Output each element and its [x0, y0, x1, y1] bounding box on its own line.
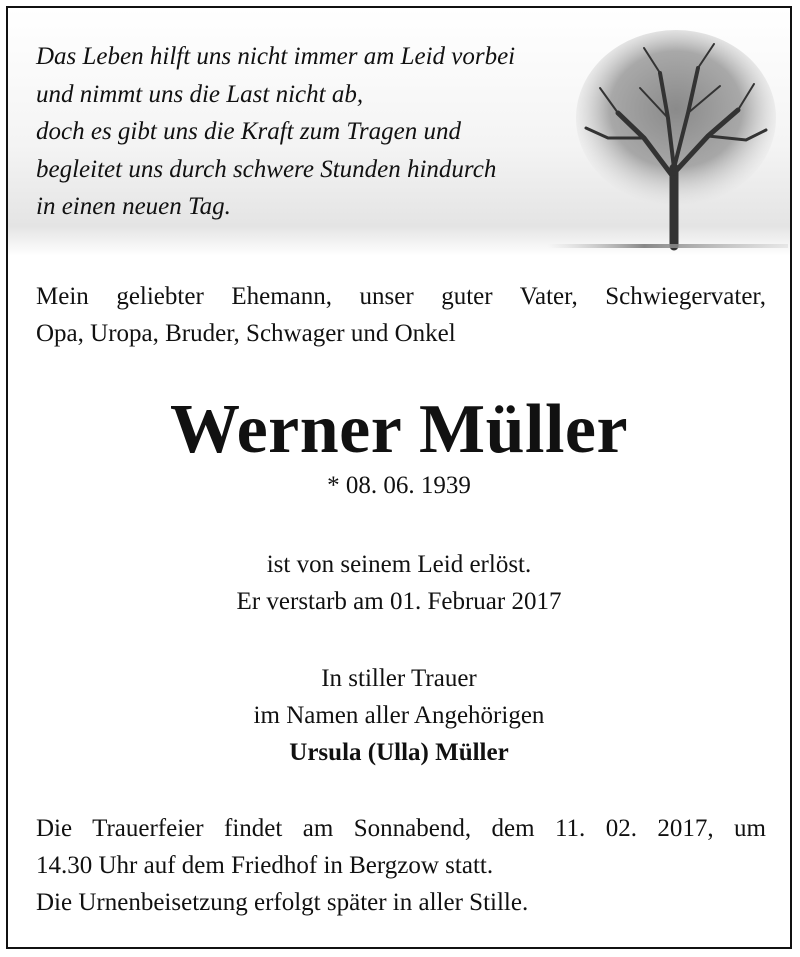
deceased-name: Werner Müller [169, 391, 629, 468]
intro-line: Opa, Uropa, Bruder, Schwager und Onkel [36, 320, 456, 347]
mourners-line: im Namen aller Angehörigen [253, 702, 545, 729]
poem-line: doch es gibt uns die Kraft zum Tragen und [36, 118, 462, 145]
header-image-area [8, 8, 790, 256]
funeral-line: Die Urnenbeisetzung erfolgt später in aller Stille. [36, 889, 529, 916]
intro-line: Mein geliebter Ehemann, unser guter Vater, Schwiegervater, [36, 283, 766, 310]
poem [36, 38, 596, 226]
mourner-name: Ursula (Ulla) Müller [289, 739, 509, 766]
poem-line: begleitet uns durch schwere Stunden hindurch [36, 155, 497, 183]
death-notice [8, 546, 790, 620]
poem-line: und nimmt uns die Last nicht ab, [36, 80, 364, 108]
poem-line: in einen neuen Tag. [36, 193, 231, 220]
funeral-line: Die Trauerfeier findet am Sonnabend, dem 11. 02. 2017, um [36, 815, 766, 842]
mourners-block [8, 660, 790, 771]
death-line: Er verstarb am 01. Februar 2017 [236, 588, 562, 615]
mourners-line: In stiller Trauer [321, 665, 477, 692]
intro-text [36, 278, 766, 352]
tree-icon [548, 18, 788, 256]
death-line: ist von seinem Leid erlöst. [266, 551, 532, 578]
funeral-line: 14.30 Uhr auf dem Friedhof in Bergzow statt. [36, 852, 494, 879]
obituary-card [6, 6, 792, 949]
funeral-info [36, 810, 766, 921]
birth-date: * 08. 06. 1939 [327, 472, 471, 499]
poem-line: Das Leben hilft uns nicht immer am Leid vorbei [36, 43, 516, 70]
